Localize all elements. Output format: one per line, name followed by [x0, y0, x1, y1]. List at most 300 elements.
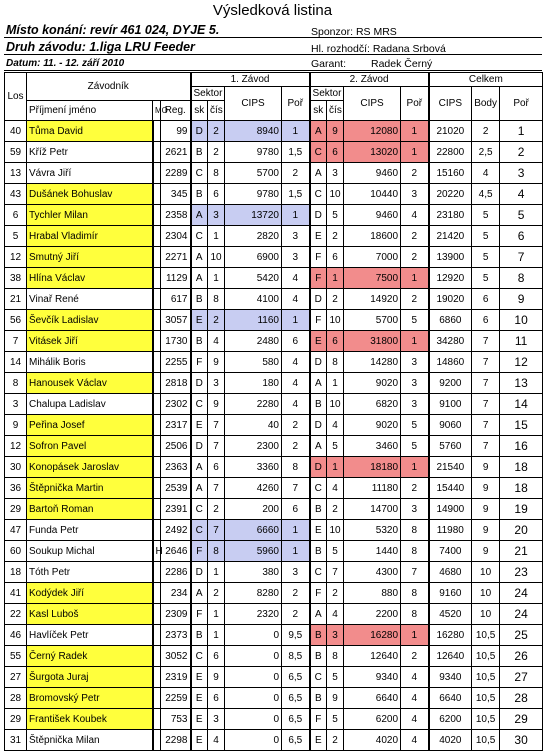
- row-r1-number: 9: [208, 667, 225, 688]
- table-row: [5, 163, 543, 184]
- row-r2-sector: F: [310, 268, 327, 289]
- row-total-points: 10: [472, 583, 500, 604]
- row-r2-rank: 2: [401, 646, 429, 667]
- table-row: [5, 352, 543, 373]
- row-r2-sector: A: [310, 163, 327, 184]
- row-r1-sector: B: [191, 142, 208, 163]
- row-r1-cips: 8940: [225, 121, 282, 142]
- row-total-points: 9: [472, 478, 500, 499]
- row-total-cips: 14860: [429, 352, 472, 373]
- row-r2-cips: 12080: [344, 121, 401, 142]
- row-r1-cips: 380: [225, 562, 282, 583]
- row-r2-number: 10: [327, 184, 344, 205]
- row-los: 3: [5, 394, 27, 415]
- row-r2-rank: 4: [401, 709, 429, 730]
- row-total-cips: 9340: [429, 667, 472, 688]
- row-r2-sector: A: [310, 604, 327, 625]
- row-r1-rank: 3: [282, 562, 310, 583]
- row-r2-number: 4: [327, 478, 344, 499]
- table-row: [5, 247, 543, 268]
- row-total-rank: 30: [500, 730, 543, 751]
- row-mo: [153, 289, 161, 310]
- row-los: 56: [5, 310, 27, 331]
- row-r1-rank: 3: [282, 247, 310, 268]
- row-los: 22: [5, 604, 27, 625]
- row-r2-sector: C: [310, 562, 327, 583]
- row-los: 55: [5, 646, 27, 667]
- row-total-points: 9: [472, 520, 500, 541]
- row-los: 59: [5, 142, 27, 163]
- row-r1-number: 1: [208, 268, 225, 289]
- row-reg: 2373: [161, 625, 191, 646]
- row-r1-sector: B: [191, 289, 208, 310]
- row-reg: 2363: [161, 457, 191, 478]
- header-reg: Reg.: [161, 101, 191, 121]
- header-r1-cips: CIPS: [225, 87, 282, 121]
- row-r1-cips: 180: [225, 373, 282, 394]
- row-r1-number: 9: [208, 394, 225, 415]
- row-r2-number: 1: [327, 457, 344, 478]
- row-r1-sector: E: [191, 730, 208, 751]
- row-r2-rank: 2: [401, 247, 429, 268]
- results-body: [5, 121, 543, 751]
- row-r1-cips: 0: [225, 667, 282, 688]
- row-total-cips: 12920: [429, 268, 472, 289]
- row-mo: [153, 415, 161, 436]
- row-r1-number: 2: [208, 499, 225, 520]
- row-r1-sector: F: [191, 352, 208, 373]
- row-r2-sector: D: [310, 457, 327, 478]
- row-name: Soukup Michal: [27, 541, 153, 562]
- row-r1-rank: 4: [282, 352, 310, 373]
- row-r1-sector: C: [191, 499, 208, 520]
- row-r1-rank: 2: [282, 163, 310, 184]
- row-name: Bartoň Roman: [27, 499, 153, 520]
- row-total-points: 10,5: [472, 709, 500, 730]
- row-total-rank: 25: [500, 625, 543, 646]
- row-mo: [153, 373, 161, 394]
- row-los: 38: [5, 268, 27, 289]
- table-row: [5, 394, 543, 415]
- row-r2-rank: 1: [401, 331, 429, 352]
- row-total-points: 10,5: [472, 730, 500, 751]
- row-total-points: 7: [472, 373, 500, 394]
- row-total-points: 10,5: [472, 688, 500, 709]
- row-mo: [153, 331, 161, 352]
- row-name: Hanousek Václav: [27, 373, 153, 394]
- row-reg: 2304: [161, 226, 191, 247]
- row-los: 60: [5, 541, 27, 562]
- row-r2-sector: C: [310, 667, 327, 688]
- header-total-por: Poř: [500, 87, 543, 121]
- row-r1-number: 7: [208, 520, 225, 541]
- row-r2-number: 5: [327, 667, 344, 688]
- row-r1-sector: D: [191, 436, 208, 457]
- row-mo: [153, 205, 161, 226]
- row-r2-number: 1: [327, 268, 344, 289]
- row-r2-number: 5: [327, 205, 344, 226]
- row-mo: H: [153, 541, 161, 562]
- row-r1-sector: C: [191, 646, 208, 667]
- table-row: [5, 730, 543, 751]
- row-r2-sector: F: [310, 247, 327, 268]
- row-total-cips: 34280: [429, 331, 472, 352]
- row-mo: [153, 688, 161, 709]
- header-total: Celkem: [429, 73, 543, 87]
- row-r2-cips: 16280: [344, 625, 401, 646]
- header-divider: [4, 70, 542, 71]
- row-r1-cips: 2320: [225, 604, 282, 625]
- row-r1-rank: 6,5: [282, 730, 310, 751]
- row-r2-rank: 3: [401, 184, 429, 205]
- row-total-rank: 5: [500, 205, 543, 226]
- row-r2-rank: 7: [401, 562, 429, 583]
- row-r2-cips: 2200: [344, 604, 401, 625]
- row-mo: [153, 499, 161, 520]
- row-r1-rank: 1: [282, 205, 310, 226]
- row-name: Mihálik Boris: [27, 352, 153, 373]
- row-r2-cips: 9020: [344, 373, 401, 394]
- row-total-points: 5: [472, 226, 500, 247]
- row-total-points: 5: [472, 205, 500, 226]
- row-total-points: 9: [472, 541, 500, 562]
- row-r2-cips: 14700: [344, 499, 401, 520]
- row-los: 9: [5, 415, 27, 436]
- row-r2-cips: 31800: [344, 331, 401, 352]
- row-r2-number: 10: [327, 394, 344, 415]
- row-r2-rank: 5: [401, 415, 429, 436]
- row-r1-sector: B: [191, 625, 208, 646]
- row-reg: 2506: [161, 436, 191, 457]
- row-r2-rank: 8: [401, 520, 429, 541]
- table-row: [5, 457, 543, 478]
- row-los: 7: [5, 331, 27, 352]
- row-r2-rank: 3: [401, 373, 429, 394]
- header-r2-por: Poř: [401, 87, 429, 121]
- row-r1-number: 8: [208, 289, 225, 310]
- row-r1-number: 2: [208, 583, 225, 604]
- row-r2-cips: 12640: [344, 646, 401, 667]
- row-r1-sector: A: [191, 583, 208, 604]
- header-divider: [4, 37, 542, 38]
- row-r1-number: 8: [208, 541, 225, 562]
- row-r1-number: 10: [208, 247, 225, 268]
- row-total-cips: 14900: [429, 499, 472, 520]
- header-round2: 2. Závod: [310, 73, 429, 87]
- row-total-points: 10: [472, 604, 500, 625]
- row-r2-cips: 18600: [344, 226, 401, 247]
- row-total-points: 4,5: [472, 184, 500, 205]
- row-reg: 2319: [161, 667, 191, 688]
- row-total-rank: 7: [500, 247, 543, 268]
- row-r1-sector: C: [191, 520, 208, 541]
- row-total-cips: 15160: [429, 163, 472, 184]
- row-r2-number: 3: [327, 625, 344, 646]
- row-r2-sector: F: [310, 310, 327, 331]
- header-r1-sk: sk: [191, 101, 208, 121]
- row-reg: 2492: [161, 520, 191, 541]
- row-r2-number: 2: [327, 499, 344, 520]
- row-r2-cips: 3460: [344, 436, 401, 457]
- row-r1-rank: 6,5: [282, 688, 310, 709]
- row-total-rank: 6: [500, 226, 543, 247]
- row-mo: [153, 121, 161, 142]
- row-r1-cips: 2280: [225, 394, 282, 415]
- row-total-cips: 4680: [429, 562, 472, 583]
- row-r1-sector: A: [191, 268, 208, 289]
- row-r2-number: 5: [327, 541, 344, 562]
- row-r2-number: 10: [327, 310, 344, 331]
- row-reg: 2271: [161, 247, 191, 268]
- row-reg: 2309: [161, 604, 191, 625]
- row-los: 18: [5, 562, 27, 583]
- header-name: Příjmení jméno: [27, 101, 153, 121]
- row-name: Vinař René: [27, 289, 153, 310]
- row-total-cips: 7400: [429, 541, 472, 562]
- table-row: [5, 205, 543, 226]
- row-r2-sector: B: [310, 541, 327, 562]
- row-r2-sector: F: [310, 709, 327, 730]
- row-mo: [153, 709, 161, 730]
- row-total-cips: 5760: [429, 436, 472, 457]
- row-r2-rank: 2: [401, 478, 429, 499]
- row-name: Štěpnička Martin: [27, 478, 153, 499]
- row-r1-rank: 9,5: [282, 625, 310, 646]
- row-r2-rank: 2: [401, 226, 429, 247]
- row-mo: [153, 646, 161, 667]
- row-r1-sector: B: [191, 184, 208, 205]
- row-r1-rank: 2: [282, 604, 310, 625]
- row-r2-cips: 6640: [344, 688, 401, 709]
- row-name: Tóth Petr: [27, 562, 153, 583]
- row-r2-rank: 8: [401, 604, 429, 625]
- row-total-cips: 9100: [429, 394, 472, 415]
- row-r2-sector: E: [310, 730, 327, 751]
- row-reg: 2539: [161, 478, 191, 499]
- row-r1-rank: 1,5: [282, 184, 310, 205]
- row-total-points: 9: [472, 457, 500, 478]
- row-total-rank: 21: [500, 541, 543, 562]
- row-r1-cips: 3360: [225, 457, 282, 478]
- row-r1-cips: 9780: [225, 142, 282, 163]
- date-text: Datum: 11. - 12. září 2010: [6, 58, 125, 69]
- header-r1-por: Poř: [282, 87, 310, 121]
- row-r1-rank: 8,5: [282, 646, 310, 667]
- row-r2-number: 5: [327, 709, 344, 730]
- row-r1-cips: 0: [225, 688, 282, 709]
- row-r2-number: 2: [327, 226, 344, 247]
- row-name: Tůma David: [27, 121, 153, 142]
- row-name: Šurgota Juraj: [27, 667, 153, 688]
- row-los: 46: [5, 625, 27, 646]
- row-r2-sector: D: [310, 289, 327, 310]
- row-r2-number: 3: [327, 163, 344, 184]
- row-total-points: 2,5: [472, 142, 500, 163]
- row-mo: [153, 604, 161, 625]
- guarantor-label: Garant:: [311, 58, 347, 70]
- header-r2-cips: CIPS: [344, 87, 401, 121]
- row-r1-number: 3: [208, 709, 225, 730]
- row-r2-sector: C: [310, 142, 327, 163]
- row-r1-rank: 1: [282, 520, 310, 541]
- row-total-rank: 1: [500, 121, 543, 142]
- row-r1-rank: 6: [282, 499, 310, 520]
- header-total-body: Body: [472, 87, 500, 121]
- row-r1-rank: 1: [282, 310, 310, 331]
- row-r2-cips: 7000: [344, 247, 401, 268]
- row-total-rank: 13: [500, 373, 543, 394]
- row-r1-sector: D: [191, 562, 208, 583]
- row-total-cips: 9160: [429, 583, 472, 604]
- table-row: [5, 226, 543, 247]
- row-r1-number: 9: [208, 352, 225, 373]
- table-row: [5, 436, 543, 457]
- row-r1-rank: 4: [282, 268, 310, 289]
- row-r1-cips: 0: [225, 646, 282, 667]
- row-r2-cips: 1440: [344, 541, 401, 562]
- row-total-cips: 4020: [429, 730, 472, 751]
- row-total-points: 6: [472, 310, 500, 331]
- row-total-cips: 21020: [429, 121, 472, 142]
- competition-type-text: Druh závodu: 1.liga LRU Feeder: [6, 40, 195, 54]
- row-r2-cips: 880: [344, 583, 401, 604]
- row-r2-cips: 9460: [344, 205, 401, 226]
- guarantor-name: Radek Černý: [371, 58, 433, 70]
- row-los: 14: [5, 352, 27, 373]
- row-r1-number: 1: [208, 562, 225, 583]
- row-name: Dušánek Bohuslav: [27, 184, 153, 205]
- row-total-rank: 26: [500, 646, 543, 667]
- row-reg: 1730: [161, 331, 191, 352]
- row-name: Smutný Jiří: [27, 247, 153, 268]
- row-r2-number: 6: [327, 331, 344, 352]
- table-row: [5, 373, 543, 394]
- row-total-points: 10,5: [472, 646, 500, 667]
- row-r2-rank: 4: [401, 205, 429, 226]
- row-r2-sector: F: [310, 583, 327, 604]
- row-r1-rank: 6,5: [282, 667, 310, 688]
- row-r2-rank: 3: [401, 352, 429, 373]
- table-row: [5, 541, 543, 562]
- row-total-rank: 8: [500, 268, 543, 289]
- row-reg: 1129: [161, 268, 191, 289]
- table-row: [5, 709, 543, 730]
- row-r1-cips: 5420: [225, 268, 282, 289]
- row-mo: [153, 163, 161, 184]
- header-r2-sk: sk: [310, 101, 327, 121]
- header-los: Los: [5, 73, 27, 121]
- row-r1-number: 2: [208, 121, 225, 142]
- row-r1-sector: E: [191, 688, 208, 709]
- row-r2-sector: B: [310, 625, 327, 646]
- row-total-cips: 16280: [429, 625, 472, 646]
- header-round1: 1. Závod: [191, 73, 310, 87]
- row-r2-cips: 14920: [344, 289, 401, 310]
- row-los: 36: [5, 478, 27, 499]
- row-mo: [153, 247, 161, 268]
- row-r1-sector: A: [191, 247, 208, 268]
- row-mo: [153, 268, 161, 289]
- row-reg: 234: [161, 583, 191, 604]
- row-r2-cips: 10440: [344, 184, 401, 205]
- row-total-cips: 4520: [429, 604, 472, 625]
- table-row: [5, 499, 543, 520]
- table-row: [5, 667, 543, 688]
- row-r1-cips: 5700: [225, 163, 282, 184]
- row-r1-sector: E: [191, 310, 208, 331]
- row-r1-rank: 1,5: [282, 142, 310, 163]
- row-los: 5: [5, 226, 27, 247]
- row-r1-number: 3: [208, 205, 225, 226]
- row-r1-sector: A: [191, 478, 208, 499]
- row-name: Havlíček Petr: [27, 625, 153, 646]
- row-r2-cips: 4020: [344, 730, 401, 751]
- row-r2-sector: B: [310, 394, 327, 415]
- row-mo: [153, 520, 161, 541]
- row-reg: 2391: [161, 499, 191, 520]
- row-r2-rank: 5: [401, 436, 429, 457]
- row-r2-number: 9: [327, 121, 344, 142]
- row-r2-rank: 2: [401, 289, 429, 310]
- row-r2-number: 8: [327, 646, 344, 667]
- row-r2-rank: 8: [401, 583, 429, 604]
- row-r1-rank: 2: [282, 415, 310, 436]
- row-mo: [153, 583, 161, 604]
- row-r2-cips: 9020: [344, 415, 401, 436]
- row-r2-number: 2: [327, 583, 344, 604]
- row-reg: 2302: [161, 394, 191, 415]
- row-reg: 3057: [161, 310, 191, 331]
- row-total-points: 7: [472, 352, 500, 373]
- row-r2-number: 6: [327, 142, 344, 163]
- row-r1-sector: A: [191, 205, 208, 226]
- row-reg: 345: [161, 184, 191, 205]
- row-r1-rank: 3: [282, 226, 310, 247]
- row-total-points: 10,5: [472, 625, 500, 646]
- row-name: Kodýdek Jiří: [27, 583, 153, 604]
- table-row: [5, 331, 543, 352]
- row-los: 30: [5, 457, 27, 478]
- row-los: 12: [5, 247, 27, 268]
- row-reg: 3052: [161, 646, 191, 667]
- row-r1-cips: 1160: [225, 310, 282, 331]
- row-r1-cips: 580: [225, 352, 282, 373]
- row-total-rank: 15: [500, 415, 543, 436]
- row-name: Tychler Milan: [27, 205, 153, 226]
- row-r2-sector: B: [310, 499, 327, 520]
- row-reg: 2289: [161, 163, 191, 184]
- row-r1-number: 6: [208, 457, 225, 478]
- row-total-cips: 6860: [429, 310, 472, 331]
- row-r2-sector: A: [310, 121, 327, 142]
- row-r1-number: 1: [208, 604, 225, 625]
- table-row: [5, 310, 543, 331]
- row-total-cips: 11980: [429, 520, 472, 541]
- row-r1-number: 1: [208, 226, 225, 247]
- row-total-rank: 20: [500, 520, 543, 541]
- row-r2-cips: 6200: [344, 709, 401, 730]
- row-r1-cips: 6660: [225, 520, 282, 541]
- row-total-rank: 28: [500, 688, 543, 709]
- row-total-points: 5: [472, 268, 500, 289]
- row-reg: 2298: [161, 730, 191, 751]
- row-r1-sector: C: [191, 163, 208, 184]
- row-total-points: 6: [472, 289, 500, 310]
- table-row: [5, 478, 543, 499]
- row-total-cips: 19020: [429, 289, 472, 310]
- row-reg: 2255: [161, 352, 191, 373]
- venue-text: Místo konání: revír 461 024, DYJE 5.: [6, 23, 220, 37]
